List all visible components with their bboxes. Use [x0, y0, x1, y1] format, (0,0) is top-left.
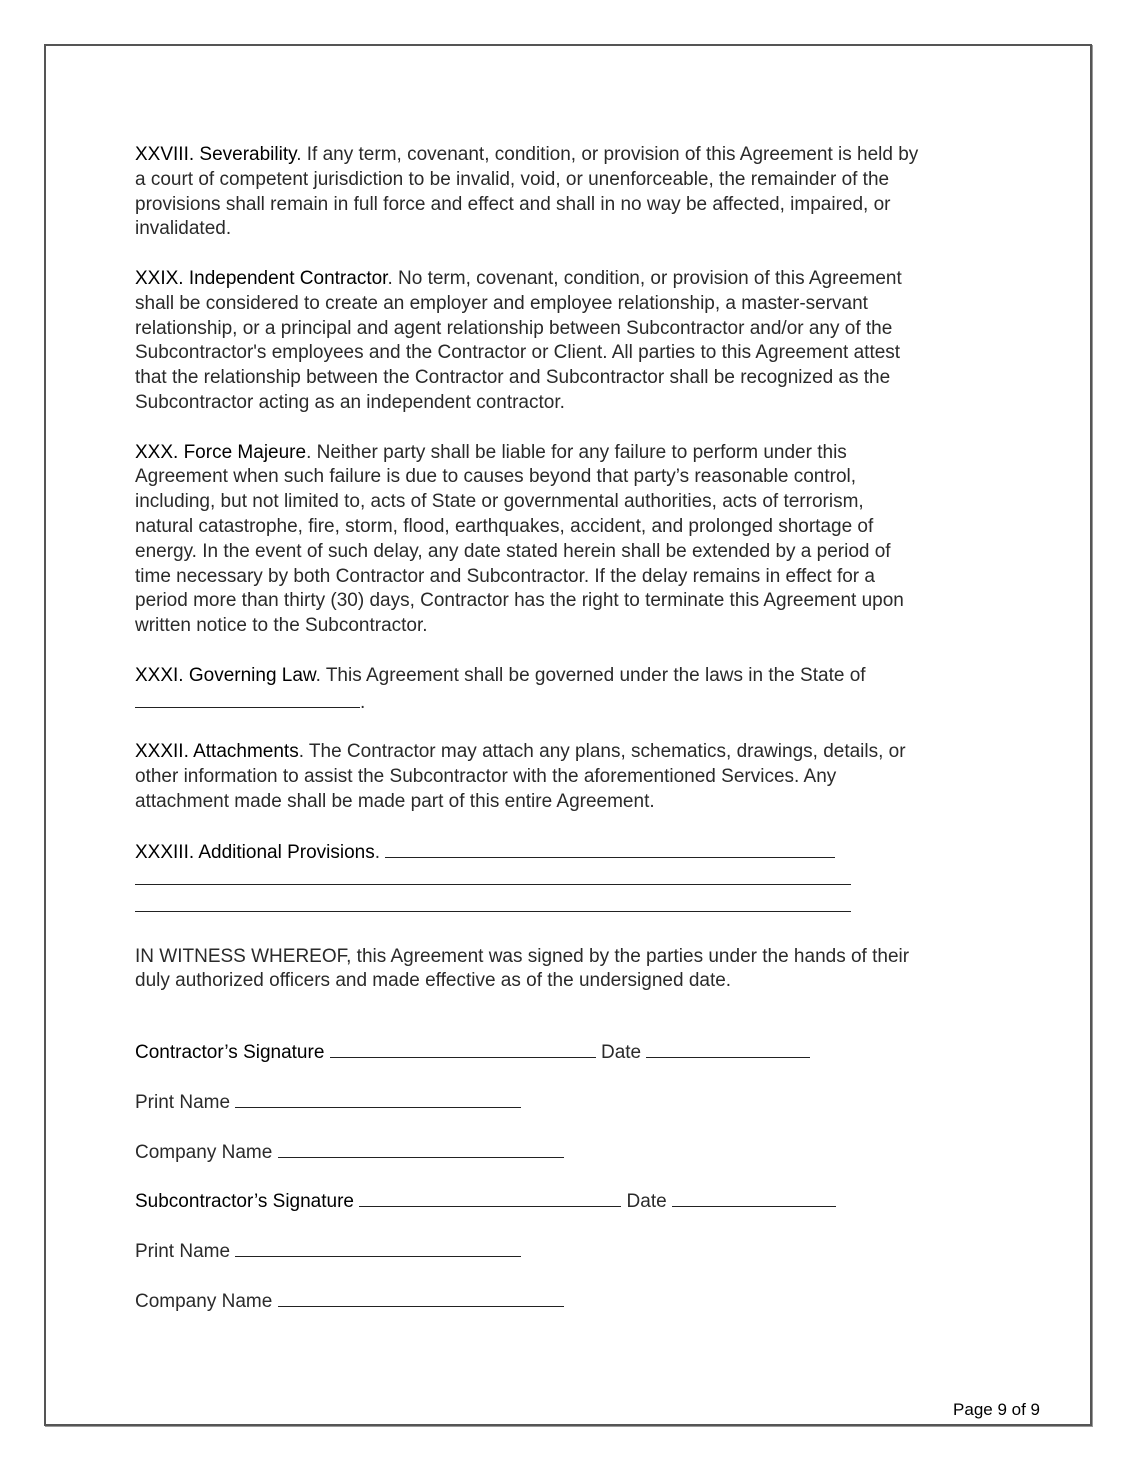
section-text: . — [374, 842, 381, 864]
section-heading: XXXII. Attachments — [135, 741, 299, 763]
section-governing-law — [135, 664, 1005, 716]
contractor-print-name-row — [135, 1089, 521, 1115]
subcontractor-print-name-label: Print Name — [135, 1241, 231, 1262]
subcontractor-print-name-field[interactable] — [235, 1238, 521, 1257]
subcontractor-date-field[interactable] — [672, 1188, 836, 1207]
section-heading: XXXIII. Additional Provisions — [135, 842, 375, 864]
section-text: . The Contractor may attach any plans, schematics, drawings, details, or other information to assist the Subcontractor with the aforementioned Services. Any attachment made shall be made part of this entire Agreement. — [135, 741, 906, 812]
agreement-body — [135, 143, 1005, 1019]
section-text: . If any term, covenant, condition, or provision of this Agreement is held by a court of competent jurisdiction to be invalid, void, or unenforceable, the remainder of the provisions shall remain in full force and effect and shall in no way be affected, impaired, or invalidated. — [135, 144, 919, 240]
additional-provisions-blank-1[interactable] — [385, 839, 835, 858]
section-text: . No term, covenant, condition, or provision of this Agreement shall be considered to create an employer and employee relationship, a master-servant relationship, or a principal and agent relationship between Subcontractor and/or any of the Subcontractor's employees and the Contractor or Client. All parties to this Agreement attest that the relationship between the Contractor and Subcontractor shall be recognized as the Subcontractor acting as an independent contractor. — [135, 267, 902, 413]
contractor-signature-label: Contractor’s Signature — [135, 1042, 325, 1063]
section-heading: XXIX. Independent Contractor — [135, 267, 388, 289]
additional-provisions-blank-2[interactable] — [135, 866, 851, 885]
section-attachments — [135, 740, 1005, 814]
section-independent-contractor — [135, 267, 1005, 416]
section-heading: XXX. Force Majeure — [135, 441, 307, 463]
contractor-date-field[interactable] — [646, 1039, 810, 1058]
subcontractor-company-name-row — [135, 1288, 564, 1314]
section-additional-provisions — [135, 839, 1005, 919]
additional-provisions-blank-3[interactable] — [135, 893, 851, 912]
contractor-date-label: Date — [600, 1042, 642, 1063]
section-severability — [135, 143, 1005, 242]
section-force-majeure — [135, 441, 1005, 639]
section-text: . This Agreement shall be governed under the laws in the State of — [315, 664, 866, 686]
contractor-signature-field[interactable] — [330, 1039, 596, 1058]
subcontractor-signature-label: Subcontractor’s Signature — [135, 1191, 354, 1212]
governing-law-state-blank[interactable] — [135, 689, 360, 708]
contractor-company-name-row — [135, 1139, 564, 1165]
contractor-company-name-field[interactable] — [278, 1139, 564, 1158]
subcontractor-signature-field[interactable] — [359, 1188, 621, 1207]
contractor-print-name-field[interactable] — [235, 1089, 521, 1108]
section-text: . Neither party shall be liable for any failure to perform under this Agreement when such failure is due to causes beyond that party’s reasonable control, including, but not limited to, acts of State or governmental authorities, acts of terrorism, natural catastrophe, fire, storm, flood, earthquakes, accident, and prolonged shortage of energy. In the event of such delay, any date stated herein shall be extended by a period of time necessary by both Contractor and Subcontractor. If the delay remains in effect for a period more than thirty (30) days, Contractor has the right to terminate this Agreement upon written notice to the Subcontractor. — [135, 441, 904, 637]
witness-clause: IN WITNESS WHEREOF, this Agreement was signed by the parties under the hands of their duly authorized officers and made effective as of the undersigned date. — [135, 945, 910, 992]
subcontractor-date-label: Date — [626, 1191, 667, 1212]
contractor-company-name-label: Company Name — [135, 1142, 273, 1163]
subcontractor-company-name-field[interactable] — [278, 1288, 564, 1307]
contractor-print-name-label: Print Name — [135, 1092, 231, 1113]
page-number: Page 9 of 9 — [953, 1400, 1040, 1419]
contractor-signature-row — [135, 1039, 810, 1065]
governing-law-period: . — [360, 691, 366, 713]
section-heading: XXXI. Governing Law — [135, 664, 316, 686]
section-heading: XXVIII. Severability — [135, 144, 297, 165]
subcontractor-signature-row — [135, 1188, 836, 1214]
subcontractor-print-name-row — [135, 1238, 521, 1264]
subcontractor-company-name-label: Company Name — [135, 1291, 273, 1312]
